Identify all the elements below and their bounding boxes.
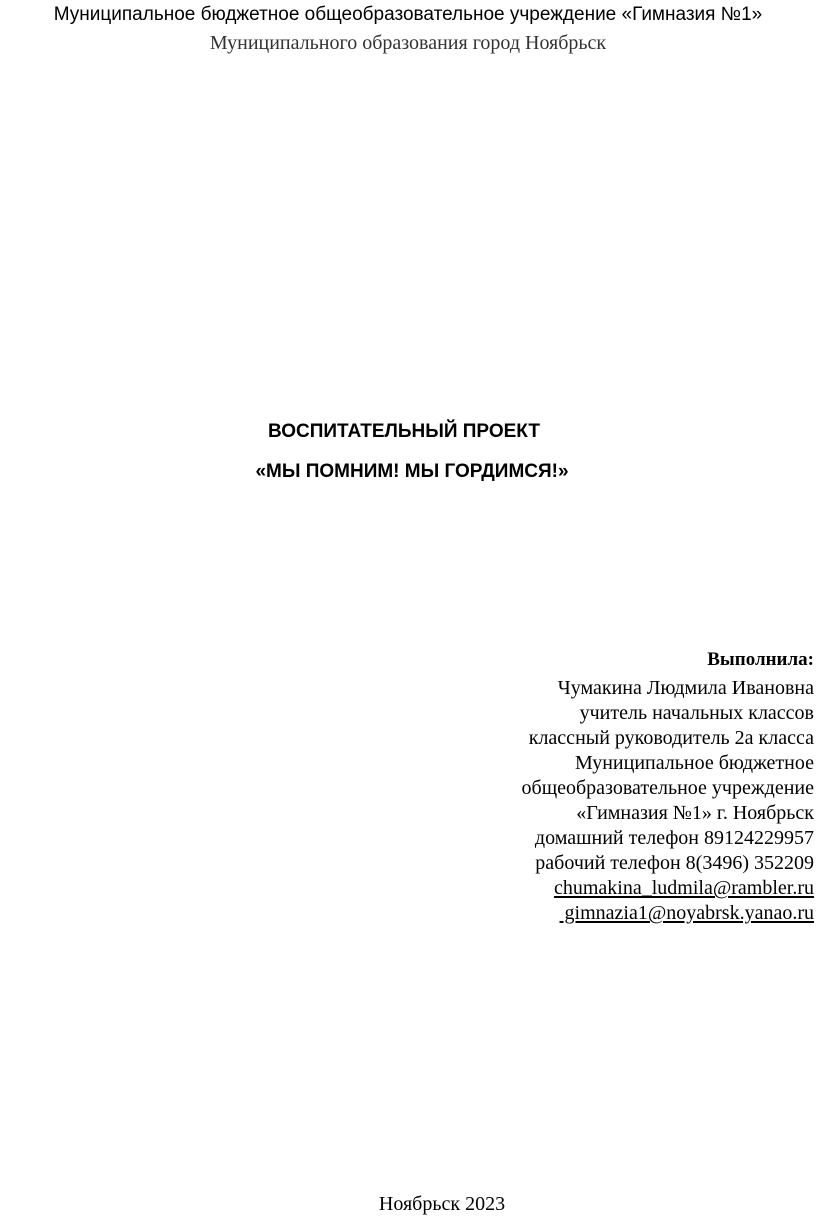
author-email-link[interactable]: chumakina_ludmila@rambler.ru (553, 877, 814, 899)
author-org-line1: Муниципальное бюджетное (574, 752, 814, 774)
project-type (0, 417, 816, 447)
author-home-phone: домашний телефон 89124229957 (534, 827, 814, 849)
project-name-text: «МЫ ПОМНИМ! МЫ ГОРДИМСЯ!» (255, 461, 569, 482)
institution-name: Муниципальное бюджетное общеобразовательное учреждение «Гимназия №1» (53, 4, 763, 25)
author-org-line2: общеобразовательное учреждение (521, 777, 814, 799)
author-heading: Выполнила: (707, 649, 814, 670)
author-class-role: классный руководитель 2а класса (528, 727, 814, 749)
school-email-link[interactable]: gimnazia1@noyabrsk.yanao.ru (559, 902, 814, 924)
author-info (314, 647, 814, 926)
city-year (0, 1191, 816, 1217)
author-position: учитель начальных классов (579, 702, 814, 724)
author-org-line3: «Гимназия №1» г. Ноябрьск (576, 802, 814, 824)
municipality-name: Муниципального образования город Ноябрьск (209, 32, 607, 54)
author-name: Чумакина Людмила Ивановна (557, 677, 814, 699)
author-work-phone: рабочий телефон 8(3496) 352209 (535, 852, 814, 874)
city-year-text: Ноябрьск 2023 (378, 1193, 506, 1215)
project-name (0, 457, 816, 487)
project-type-text: ВОСПИТАТЕЛЬНЫЙ ПРОЕКТ (268, 421, 540, 442)
